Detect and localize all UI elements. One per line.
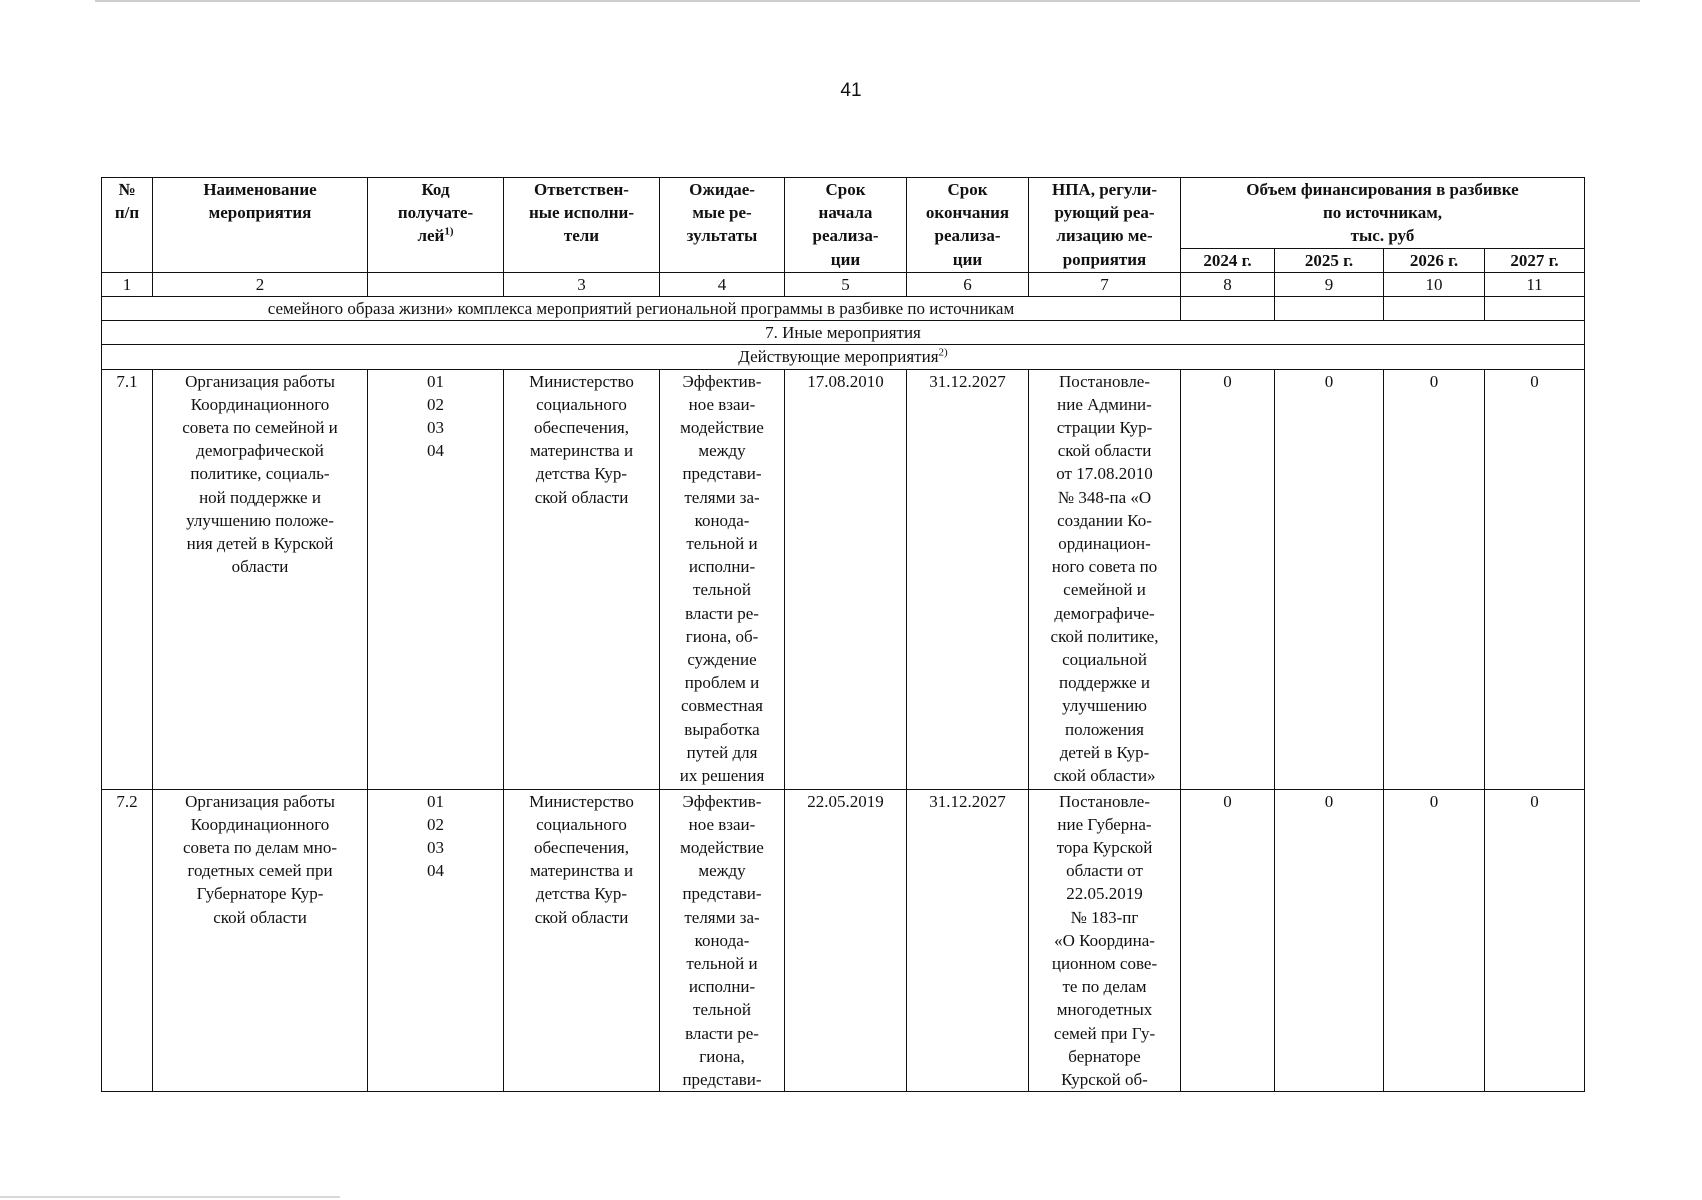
row-funding-2024: 0 [1181,789,1275,1092]
row-funding-2026: 0 [1384,789,1485,1092]
header-code-text: Код получате- лей [397,180,474,246]
measures-table [101,177,1585,1092]
header-code [368,178,504,273]
column-number: 8 [1181,272,1275,296]
row-code: 01 02 03 04 [368,789,504,1092]
continuation-row [102,297,1585,321]
row-end: 31.12.2027 [907,369,1029,789]
header-num: № п/п [102,178,153,273]
table-row [102,789,1585,1092]
row-start: 22.05.2019 [785,789,907,1092]
row-funding-2026: 0 [1384,369,1485,789]
row-num: 7.2 [102,789,153,1092]
row-end: 31.12.2027 [907,789,1029,1092]
row-funding-2025: 0 [1275,789,1384,1092]
page-top-border [95,0,1640,2]
row-funding-2027: 0 [1485,789,1585,1092]
subsection-cell [102,345,1585,369]
column-number: 4 [660,272,785,296]
row-responsible: Министерство социального обеспечения, материнства и детства Кур- ской области [504,369,660,789]
column-number: 5 [785,272,907,296]
row-funding-2025: 0 [1275,369,1384,789]
continuation-cell [1275,297,1384,321]
subsection-title: Действующие мероприятия [738,347,939,367]
section-title: 7. Иные мероприятия [102,321,1585,345]
continuation-cell [1181,297,1275,321]
header-start: Срок начала реализа- ции [785,178,907,273]
row-responsible: Министерство социального обеспечения, материнства и детства Кур- ской области [504,789,660,1092]
header-results: Ожидае- мые ре- зультаты [660,178,785,273]
row-name: Организация работы Координационного совета по семейной и демографической политике, социаль- ной поддержке и улучшению положе- ния детей в Курской области [153,369,368,789]
column-number [368,272,504,296]
header-year-2024: 2024 г. [1181,248,1275,272]
row-code: 01 02 03 04 [368,369,504,789]
row-results: Эффектив- ное взаи- модействие между представи- телями за- конода- тельной и исполни- тельной власти ре- гиона, представи- [660,789,785,1092]
column-number: 9 [1275,272,1384,296]
header-end: Срок окончания реализа- ции [907,178,1029,273]
column-number: 1 [102,272,153,296]
row-funding-2024: 0 [1181,369,1275,789]
scan-edge-mark [0,1196,340,1198]
column-number: 10 [1384,272,1485,296]
continuation-text: семейного образа жизни» комплекса мероприятий региональной программы в разбивке по источникам [102,297,1181,321]
row-start: 17.08.2010 [785,369,907,789]
header-npa: НПА, регули- рующий реа- лизацию ме- роприятия [1029,178,1181,273]
column-number-row [102,272,1585,296]
header-code-footnote: 1) [444,225,454,238]
page-number: 41 [840,80,862,101]
row-npa: Постановле- ние Губерна- тора Курской области от 22.05.2019 № 183-пг «О Координа- ционном сове- те по делам многодетных семей при Гу- бернаторе Курской об- [1029,789,1181,1092]
row-num: 7.1 [102,369,153,789]
header-year-2025: 2025 г. [1275,248,1384,272]
header-year-2027: 2027 г. [1485,248,1585,272]
row-name: Организация работы Координационного совета по делам мно- годетных семей при Губернаторе Кур- ской области [153,789,368,1092]
continuation-cell [1384,297,1485,321]
header-row [102,178,1585,249]
column-number: 7 [1029,272,1181,296]
header-name: Наименование мероприятия [153,178,368,273]
subsection-row [102,345,1585,369]
column-number: 6 [907,272,1029,296]
column-number: 3 [504,272,660,296]
header-funding: Объем финансирования в разбивке по источникам, тыс. руб [1181,178,1585,249]
row-npa: Постановле- ние Админи- страции Кур- ской области от 17.08.2010 № 348-па «О создании Ко- ординацион- ного совета по семейной и демографиче- ской политике, социальной поддержке и улучшению положения детей в Кур- ской области» [1029,369,1181,789]
header-year-2026: 2026 г. [1384,248,1485,272]
row-funding-2027: 0 [1485,369,1585,789]
section-row [102,321,1585,345]
header-responsible: Ответствен- ные исполни- тели [504,178,660,273]
column-number: 11 [1485,272,1585,296]
column-number: 2 [153,272,368,296]
continuation-cell [1485,297,1585,321]
table-row [102,369,1585,789]
subsection-footnote: 2) [938,346,948,359]
row-results: Эффектив- ное взаи- модействие между представи- телями за- конода- тельной и исполни- тельной власти ре- гиона, об- суждение проблем и совместная выработка путей для их решения [660,369,785,789]
